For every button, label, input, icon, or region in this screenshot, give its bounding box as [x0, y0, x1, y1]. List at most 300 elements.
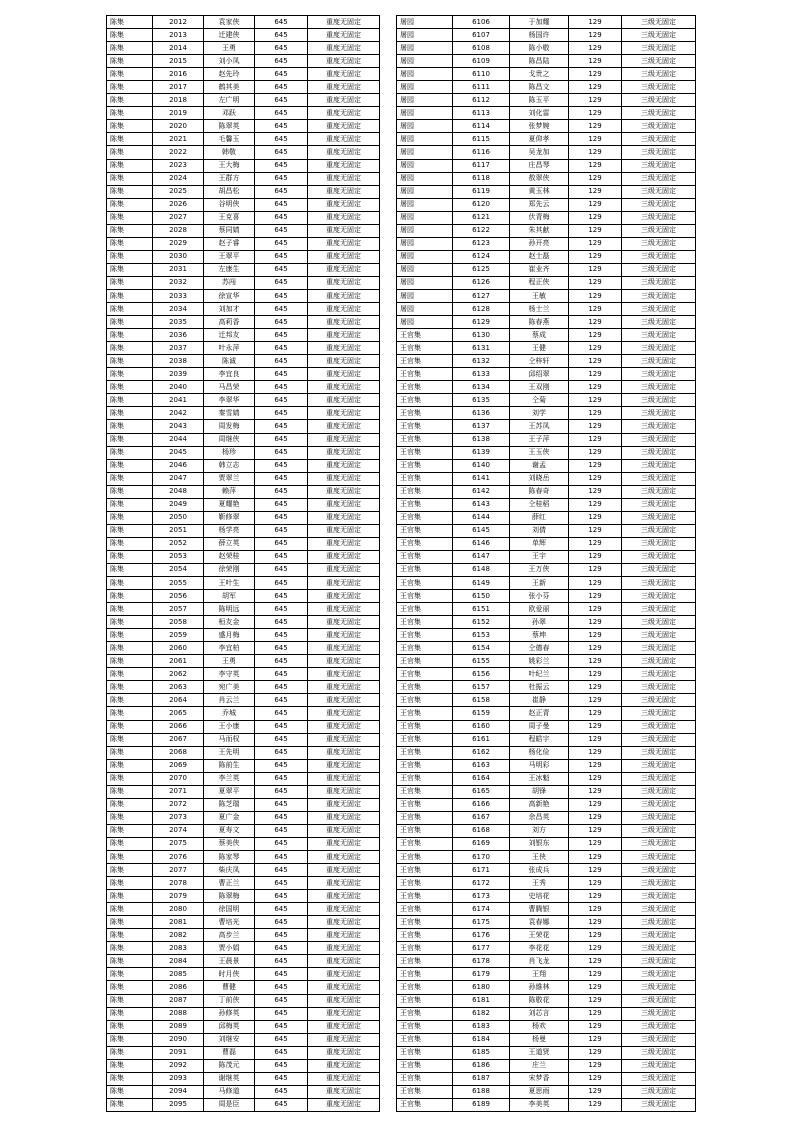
level-cell: 重度无固定 [308, 446, 380, 459]
id-cell: 2047 [153, 472, 204, 485]
id-cell: 2087 [153, 994, 204, 1007]
level-cell: 重度无固定 [308, 381, 380, 394]
village-cell: 陈集 [107, 942, 153, 955]
name-cell: 王叶生 [204, 577, 255, 590]
table-row [107, 616, 380, 629]
name-cell: 周发梅 [204, 420, 255, 433]
village-cell: 陈集 [107, 864, 153, 877]
table-row [397, 446, 696, 459]
level-cell: 重度无固定 [308, 929, 380, 942]
id-cell: 6167 [453, 811, 510, 824]
village-cell: 陈集 [107, 981, 153, 994]
village-cell: 陈集 [107, 655, 153, 668]
village-cell: 陈集 [107, 224, 153, 237]
name-cell: 曹培光 [204, 916, 255, 929]
amount-cell: 129 [569, 1033, 622, 1046]
table-row [397, 851, 696, 864]
village-cell: 王官集 [397, 890, 453, 903]
table-row [107, 316, 380, 329]
level-cell: 重度无固定 [308, 590, 380, 603]
level-cell: 三级无固定 [622, 472, 696, 485]
level-cell: 重度无固定 [308, 720, 380, 733]
table-row [107, 642, 380, 655]
level-cell: 三级无固定 [622, 68, 696, 81]
village-cell: 王官集 [397, 603, 453, 616]
name-cell: 敖翠侠 [510, 172, 569, 185]
level-cell: 重度无固定 [308, 563, 380, 576]
village-cell: 陈集 [107, 303, 153, 316]
id-cell: 6163 [453, 759, 510, 772]
village-cell: 王官集 [397, 1072, 453, 1085]
table-row [397, 29, 696, 42]
level-cell: 重度无固定 [308, 16, 380, 29]
name-cell: 王万侠 [510, 563, 569, 576]
id-cell: 2078 [153, 877, 204, 890]
id-cell: 2085 [153, 968, 204, 981]
village-cell: 王官集 [397, 681, 453, 694]
level-cell: 三级无固定 [622, 368, 696, 381]
level-cell: 重度无固定 [308, 916, 380, 929]
name-cell: 黄玉林 [510, 185, 569, 198]
id-cell: 2062 [153, 668, 204, 681]
village-cell: 王官集 [397, 694, 453, 707]
table-row [107, 381, 380, 394]
table-row [107, 550, 380, 563]
village-cell: 陈集 [107, 381, 153, 394]
amount-cell: 645 [255, 798, 308, 811]
table-row [107, 903, 380, 916]
name-cell: 秦雪婧 [204, 407, 255, 420]
level-cell: 重度无固定 [308, 798, 380, 811]
table-row [397, 342, 696, 355]
level-cell: 重度无固定 [308, 250, 380, 263]
table-row [397, 1098, 696, 1111]
village-cell: 陈集 [107, 1098, 153, 1111]
amount-cell: 645 [255, 851, 308, 864]
village-cell: 陈集 [107, 368, 153, 381]
amount-cell: 129 [569, 16, 622, 29]
amount-cell: 645 [255, 968, 308, 981]
table-row [107, 1020, 380, 1033]
name-cell: 杨士兰 [510, 303, 569, 316]
level-cell: 重度无固定 [308, 146, 380, 159]
left-records-table [106, 15, 380, 1112]
level-cell: 重度无固定 [308, 159, 380, 172]
table-row [107, 407, 380, 420]
amount-cell: 645 [255, 185, 308, 198]
name-cell: 陈玉平 [510, 94, 569, 107]
level-cell: 重度无固定 [308, 811, 380, 824]
name-cell: 张成兵 [510, 864, 569, 877]
table-row [107, 211, 380, 224]
table-row [107, 916, 380, 929]
name-cell: 崔静 [510, 694, 569, 707]
table-row [397, 590, 696, 603]
village-cell: 王官集 [397, 394, 453, 407]
village-cell: 陈集 [107, 407, 153, 420]
village-cell: 王官集 [397, 903, 453, 916]
amount-cell: 129 [569, 1072, 622, 1085]
village-cell: 陈集 [107, 237, 153, 250]
table-row [107, 303, 380, 316]
amount-cell: 645 [255, 446, 308, 459]
amount-cell: 645 [255, 668, 308, 681]
level-cell: 三级无固定 [622, 329, 696, 342]
id-cell: 6159 [453, 707, 510, 720]
amount-cell: 645 [255, 577, 308, 590]
name-cell: 陈诚 [204, 355, 255, 368]
name-cell: 陈春燕 [510, 316, 569, 329]
amount-cell: 129 [569, 968, 622, 981]
table-row [107, 733, 380, 746]
id-cell: 6184 [453, 1033, 510, 1046]
table-row [397, 707, 696, 720]
table-row [397, 55, 696, 68]
amount-cell: 129 [569, 446, 622, 459]
amount-cell: 129 [569, 329, 622, 342]
id-cell: 6186 [453, 1059, 510, 1072]
table-row [397, 864, 696, 877]
id-cell: 6161 [453, 733, 510, 746]
level-cell: 重度无固定 [308, 368, 380, 381]
id-cell: 2071 [153, 785, 204, 798]
level-cell: 重度无固定 [308, 303, 380, 316]
village-cell: 屠园 [397, 250, 453, 263]
id-cell: 6182 [453, 1007, 510, 1020]
level-cell: 重度无固定 [308, 1059, 380, 1072]
table-row [107, 146, 380, 159]
table-row [397, 798, 696, 811]
name-cell: 左康生 [204, 263, 255, 276]
amount-cell: 129 [569, 198, 622, 211]
level-cell: 重度无固定 [308, 629, 380, 642]
name-cell: 王荣花 [510, 929, 569, 942]
level-cell: 三级无固定 [622, 968, 696, 981]
id-cell: 6131 [453, 342, 510, 355]
village-cell: 陈集 [107, 694, 153, 707]
id-cell: 6144 [453, 511, 510, 524]
table-row [107, 289, 380, 302]
id-cell: 2020 [153, 120, 204, 133]
village-cell: 王官集 [397, 1085, 453, 1098]
id-cell: 2017 [153, 81, 204, 94]
id-cell: 6134 [453, 381, 510, 394]
level-cell: 三级无固定 [622, 994, 696, 1007]
amount-cell: 129 [569, 211, 622, 224]
amount-cell: 129 [569, 1020, 622, 1033]
id-cell: 6189 [453, 1098, 510, 1111]
id-cell: 2051 [153, 524, 204, 537]
amount-cell: 645 [255, 994, 308, 1007]
name-cell: 周是臣 [204, 1098, 255, 1111]
village-cell: 王官集 [397, 837, 453, 850]
table-row [107, 355, 380, 368]
amount-cell: 129 [569, 94, 622, 107]
name-cell: 高新艳 [510, 798, 569, 811]
id-cell: 2044 [153, 433, 204, 446]
level-cell: 重度无固定 [308, 864, 380, 877]
level-cell: 三级无固定 [622, 707, 696, 720]
table-row [397, 1072, 696, 1085]
village-cell: 陈集 [107, 550, 153, 563]
village-cell: 王官集 [397, 785, 453, 798]
name-cell: 左广明 [204, 94, 255, 107]
level-cell: 重度无固定 [308, 459, 380, 472]
table-row [107, 511, 380, 524]
village-cell: 陈集 [107, 1033, 153, 1046]
name-cell: 胡军 [204, 590, 255, 603]
table-row [107, 955, 380, 968]
name-cell: 张梦婉 [510, 120, 569, 133]
id-cell: 2032 [153, 276, 204, 289]
amount-cell: 645 [255, 616, 308, 629]
amount-cell: 129 [569, 655, 622, 668]
id-cell: 6164 [453, 772, 510, 785]
amount-cell: 129 [569, 890, 622, 903]
level-cell: 三级无固定 [622, 642, 696, 655]
id-cell: 2089 [153, 1020, 204, 1033]
id-cell: 6160 [453, 720, 510, 733]
id-cell: 2072 [153, 798, 204, 811]
village-cell: 陈集 [107, 824, 153, 837]
level-cell: 三级无固定 [622, 1059, 696, 1072]
amount-cell: 645 [255, 942, 308, 955]
table-row [397, 668, 696, 681]
amount-cell: 645 [255, 733, 308, 746]
id-cell: 6179 [453, 968, 510, 981]
village-cell: 王官集 [397, 550, 453, 563]
amount-cell: 129 [569, 1059, 622, 1072]
name-cell: 胡昌松 [204, 185, 255, 198]
name-cell: 薛红 [510, 511, 569, 524]
amount-cell: 645 [255, 537, 308, 550]
id-cell: 6119 [453, 185, 510, 198]
amount-cell: 645 [255, 772, 308, 785]
table-row [107, 276, 380, 289]
id-cell: 6174 [453, 903, 510, 916]
name-cell: 李翠华 [204, 394, 255, 407]
village-cell: 陈集 [107, 668, 153, 681]
id-cell: 2052 [153, 537, 204, 550]
village-cell: 王官集 [397, 929, 453, 942]
amount-cell: 129 [569, 903, 622, 916]
village-cell: 陈集 [107, 629, 153, 642]
id-cell: 6165 [453, 785, 510, 798]
id-cell: 6108 [453, 42, 510, 55]
id-cell: 2066 [153, 720, 204, 733]
level-cell: 三级无固定 [622, 981, 696, 994]
table-row [397, 498, 696, 511]
level-cell: 重度无固定 [308, 224, 380, 237]
name-cell: 王敏 [510, 289, 569, 302]
table-row [397, 211, 696, 224]
name-cell: 邱绍翠 [510, 368, 569, 381]
village-cell: 陈集 [107, 172, 153, 185]
id-cell: 6154 [453, 642, 510, 655]
name-cell: 刘学 [510, 407, 569, 420]
level-cell: 三级无固定 [622, 1072, 696, 1085]
level-cell: 三级无固定 [622, 851, 696, 864]
id-cell: 2067 [153, 733, 204, 746]
amount-cell: 129 [569, 459, 622, 472]
amount-cell: 645 [255, 603, 308, 616]
village-cell: 陈集 [107, 263, 153, 276]
name-cell: 靳修翠 [204, 511, 255, 524]
id-cell: 2035 [153, 316, 204, 329]
village-cell: 陈集 [107, 133, 153, 146]
id-cell: 2037 [153, 342, 204, 355]
id-cell: 6183 [453, 1020, 510, 1033]
id-cell: 6111 [453, 81, 510, 94]
level-cell: 重度无固定 [308, 81, 380, 94]
table-row [397, 642, 696, 655]
village-cell: 陈集 [107, 577, 153, 590]
village-cell: 陈集 [107, 746, 153, 759]
amount-cell: 645 [255, 785, 308, 798]
name-cell: 贾翠兰 [204, 472, 255, 485]
amount-cell: 129 [569, 550, 622, 563]
table-row [107, 133, 380, 146]
amount-cell: 645 [255, 368, 308, 381]
village-cell: 王官集 [397, 1020, 453, 1033]
table-row [107, 759, 380, 772]
amount-cell: 645 [255, 316, 308, 329]
village-cell: 陈集 [107, 811, 153, 824]
amount-cell: 645 [255, 133, 308, 146]
right-records-table [396, 15, 696, 1112]
village-cell: 王官集 [397, 355, 453, 368]
name-cell: 刘化雷 [510, 107, 569, 120]
name-cell: 杨学亮 [204, 524, 255, 537]
level-cell: 三级无固定 [622, 759, 696, 772]
level-cell: 重度无固定 [308, 107, 380, 120]
amount-cell: 129 [569, 694, 622, 707]
table-row [107, 368, 380, 381]
name-cell: 赵先玲 [204, 68, 255, 81]
level-cell: 三级无固定 [622, 289, 696, 302]
name-cell: 仝德春 [510, 642, 569, 655]
level-cell: 重度无固定 [308, 211, 380, 224]
level-cell: 三级无固定 [622, 250, 696, 263]
village-cell: 陈集 [107, 1007, 153, 1020]
id-cell: 2034 [153, 303, 204, 316]
id-cell: 2081 [153, 916, 204, 929]
table-row [107, 590, 380, 603]
village-cell: 陈集 [107, 837, 153, 850]
amount-cell: 645 [255, 329, 308, 342]
level-cell: 三级无固定 [622, 263, 696, 276]
level-cell: 三级无固定 [622, 159, 696, 172]
name-cell: 薛立英 [204, 537, 255, 550]
table-row [397, 603, 696, 616]
village-cell: 王官集 [397, 368, 453, 381]
level-cell: 重度无固定 [308, 172, 380, 185]
level-cell: 三级无固定 [622, 603, 696, 616]
name-cell: 陈春奇 [510, 485, 569, 498]
level-cell: 三级无固定 [622, 172, 696, 185]
level-cell: 三级无固定 [622, 811, 696, 824]
id-cell: 6137 [453, 420, 510, 433]
amount-cell: 129 [569, 107, 622, 120]
id-cell: 6106 [453, 16, 510, 29]
name-cell: 马明彩 [510, 759, 569, 772]
name-cell: 周继侠 [204, 433, 255, 446]
level-cell: 三级无固定 [622, 824, 696, 837]
amount-cell: 645 [255, 916, 308, 929]
level-cell: 重度无固定 [308, 668, 380, 681]
amount-cell: 129 [569, 616, 622, 629]
level-cell: 重度无固定 [308, 198, 380, 211]
table-row [397, 877, 696, 890]
id-cell: 2027 [153, 211, 204, 224]
id-cell: 6157 [453, 681, 510, 694]
village-cell: 王官集 [397, 824, 453, 837]
id-cell: 2048 [153, 485, 204, 498]
level-cell: 重度无固定 [308, 877, 380, 890]
amount-cell: 645 [255, 590, 308, 603]
level-cell: 重度无固定 [308, 1007, 380, 1020]
level-cell: 三级无固定 [622, 1098, 696, 1111]
village-cell: 陈集 [107, 94, 153, 107]
level-cell: 重度无固定 [308, 707, 380, 720]
level-cell: 重度无固定 [308, 433, 380, 446]
table-row [107, 16, 380, 29]
name-cell: 赖萍 [204, 485, 255, 498]
village-cell: 陈集 [107, 1020, 153, 1033]
amount-cell: 129 [569, 1046, 622, 1059]
level-cell: 重度无固定 [308, 759, 380, 772]
level-cell: 重度无固定 [308, 772, 380, 785]
level-cell: 重度无固定 [308, 263, 380, 276]
village-cell: 陈集 [107, 16, 153, 29]
table-row [397, 629, 696, 642]
table-row [397, 459, 696, 472]
table-row [397, 981, 696, 994]
level-cell: 重度无固定 [308, 681, 380, 694]
table-row [107, 563, 380, 576]
table-row [107, 603, 380, 616]
table-row [397, 146, 696, 159]
village-cell: 屠园 [397, 211, 453, 224]
level-cell: 三级无固定 [622, 446, 696, 459]
amount-cell: 129 [569, 316, 622, 329]
id-cell: 6113 [453, 107, 510, 120]
amount-cell: 645 [255, 420, 308, 433]
village-cell: 陈集 [107, 289, 153, 302]
level-cell: 三级无固定 [622, 511, 696, 524]
amount-cell: 129 [569, 511, 622, 524]
table-row [397, 1046, 696, 1059]
name-cell: 邓跃 [204, 107, 255, 120]
table-row [107, 394, 380, 407]
level-cell: 重度无固定 [308, 981, 380, 994]
id-cell: 2038 [153, 355, 204, 368]
name-cell: 鹤其美 [204, 81, 255, 94]
level-cell: 重度无固定 [308, 550, 380, 563]
table-row [397, 16, 696, 29]
table-row [397, 433, 696, 446]
level-cell: 三级无固定 [622, 590, 696, 603]
level-cell: 三级无固定 [622, 355, 696, 368]
level-cell: 三级无固定 [622, 94, 696, 107]
village-cell: 王官集 [397, 655, 453, 668]
village-cell: 陈集 [107, 798, 153, 811]
village-cell: 屠园 [397, 29, 453, 42]
name-cell: 苏闯 [204, 276, 255, 289]
level-cell: 重度无固定 [308, 289, 380, 302]
level-cell: 重度无固定 [308, 342, 380, 355]
id-cell: 6107 [453, 29, 510, 42]
